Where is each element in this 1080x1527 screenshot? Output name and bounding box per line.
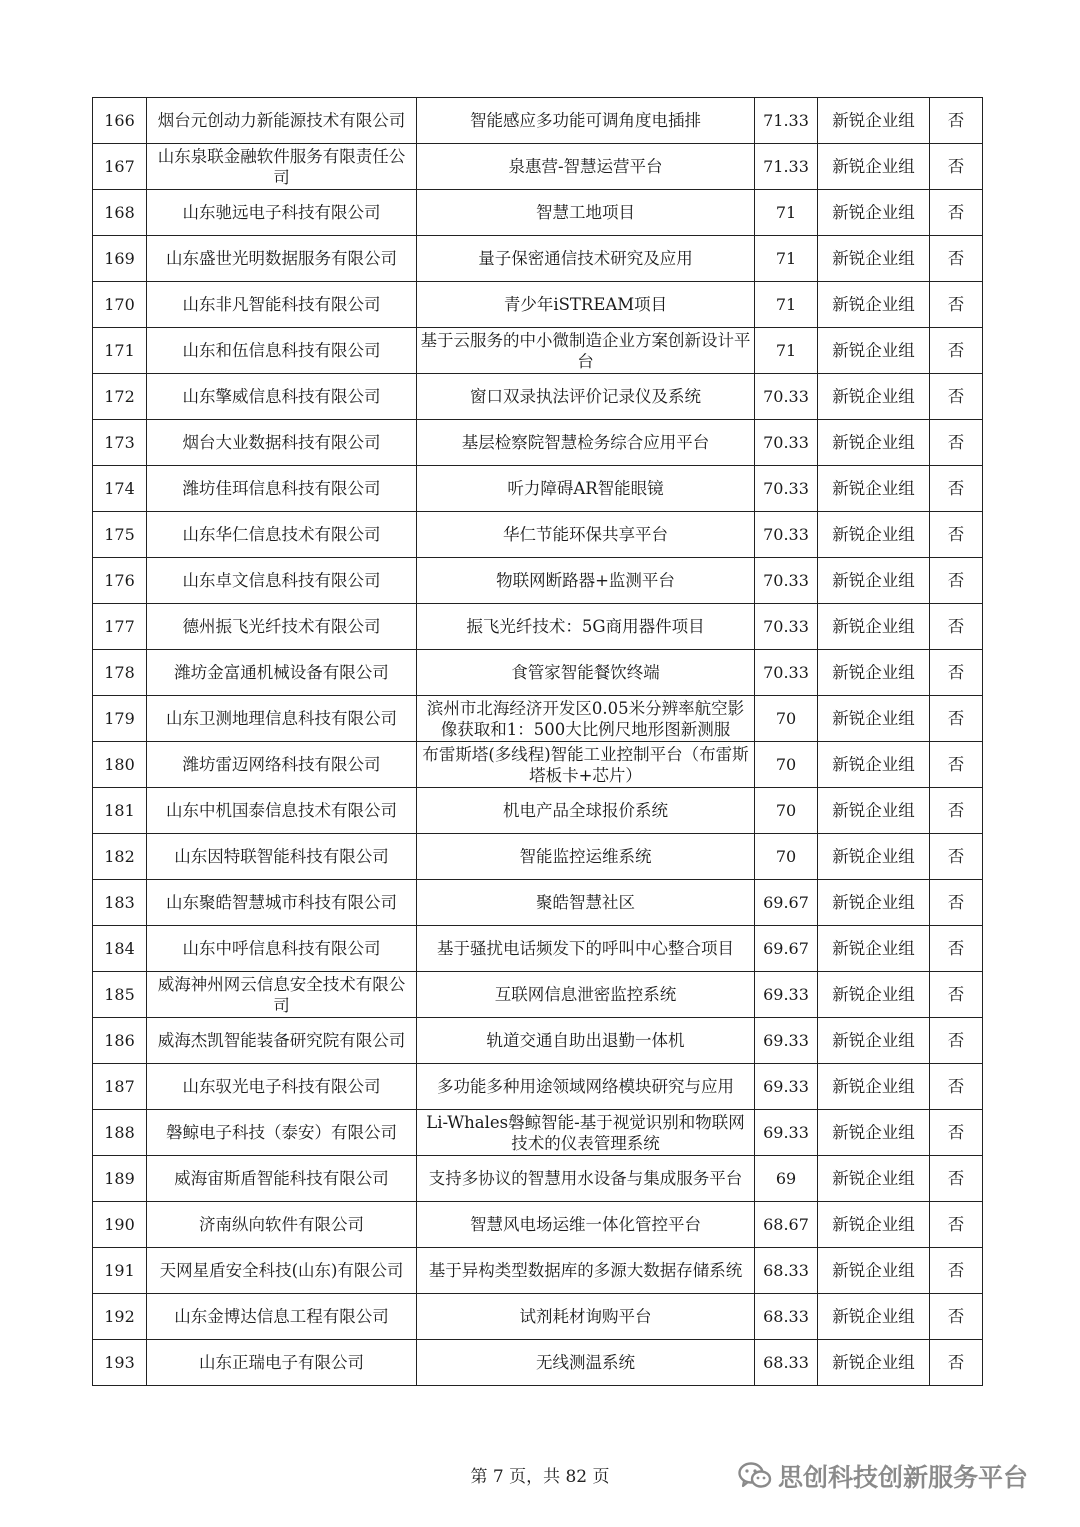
- table-row: [93, 558, 983, 604]
- company-name-cell: 山东因特联智能科技有限公司: [147, 834, 417, 880]
- project-name-cell: 青少年iSTREAM项目: [417, 282, 755, 328]
- company-name-cell: 山东卫测地理信息科技有限公司: [147, 696, 417, 742]
- table-row: [93, 98, 983, 144]
- company-name-cell: 山东金博达信息工程有限公司: [147, 1294, 417, 1340]
- row-number-cell: 189: [93, 1156, 147, 1202]
- company-name-cell: 潍坊金富通机械设备有限公司: [147, 650, 417, 696]
- group-name-cell: 新锐企业组: [818, 972, 930, 1018]
- score-cell: 69: [755, 1156, 818, 1202]
- score-cell: 70.33: [755, 604, 818, 650]
- company-name-cell: 山东华仁信息技术有限公司: [147, 512, 417, 558]
- score-cell: 69.33: [755, 1018, 818, 1064]
- row-number-cell: 176: [93, 558, 147, 604]
- row-number-cell: 172: [93, 374, 147, 420]
- flag-value-cell: 否: [930, 374, 983, 420]
- row-number-cell: 171: [93, 328, 147, 374]
- score-cell: 71: [755, 328, 818, 374]
- score-cell: 70.33: [755, 512, 818, 558]
- row-number-cell: 188: [93, 1110, 147, 1156]
- row-number-cell: 174: [93, 466, 147, 512]
- group-name-cell: 新锐企业组: [818, 742, 930, 788]
- project-name-cell: 机电产品全球报价系统: [417, 788, 755, 834]
- company-name-cell: 威海杰凯智能装备研究院有限公司: [147, 1018, 417, 1064]
- table-row: [93, 420, 983, 466]
- table-row: [93, 1340, 983, 1386]
- company-name-cell: 山东盛世光明数据服务有限公司: [147, 236, 417, 282]
- score-cell: 70: [755, 696, 818, 742]
- group-name-cell: 新锐企业组: [818, 650, 930, 696]
- company-name-cell: 山东泉联金融软件服务有限责任公司: [147, 144, 417, 190]
- flag-value-cell: 否: [930, 1064, 983, 1110]
- project-name-cell: 泉惠营-智慧运营平台: [417, 144, 755, 190]
- score-cell: 70.33: [755, 558, 818, 604]
- group-name-cell: 新锐企业组: [818, 328, 930, 374]
- flag-value-cell: 否: [930, 1156, 983, 1202]
- group-name-cell: 新锐企业组: [818, 1156, 930, 1202]
- row-number-cell: 192: [93, 1294, 147, 1340]
- flag-value-cell: 否: [930, 420, 983, 466]
- group-name-cell: 新锐企业组: [818, 1064, 930, 1110]
- flag-value-cell: 否: [930, 788, 983, 834]
- table-row: [93, 1064, 983, 1110]
- project-name-cell: 智能感应多功能可调角度电插排: [417, 98, 755, 144]
- project-name-cell: 窗口双录执法评价记录仪及系统: [417, 374, 755, 420]
- project-name-cell: 无线测温系统: [417, 1340, 755, 1386]
- company-name-cell: 天网星盾安全科技(山东)有限公司: [147, 1248, 417, 1294]
- company-name-cell: 威海宙斯盾智能科技有限公司: [147, 1156, 417, 1202]
- score-cell: 70.33: [755, 374, 818, 420]
- score-cell: 68.67: [755, 1202, 818, 1248]
- score-cell: 69.33: [755, 972, 818, 1018]
- project-name-cell: 聚皓智慧社区: [417, 880, 755, 926]
- table-row: [93, 512, 983, 558]
- score-cell: 70: [755, 742, 818, 788]
- table-row: [93, 1248, 983, 1294]
- row-number-cell: 190: [93, 1202, 147, 1248]
- company-name-cell: 潍坊雷迈网络科技有限公司: [147, 742, 417, 788]
- row-number-cell: 170: [93, 282, 147, 328]
- group-name-cell: 新锐企业组: [818, 512, 930, 558]
- group-name-cell: 新锐企业组: [818, 190, 930, 236]
- project-name-cell: 互联网信息泄密监控系统: [417, 972, 755, 1018]
- row-number-cell: 173: [93, 420, 147, 466]
- flag-value-cell: 否: [930, 742, 983, 788]
- score-cell: 68.33: [755, 1294, 818, 1340]
- project-name-cell: 轨道交通自助出退勤一体机: [417, 1018, 755, 1064]
- score-cell: 70: [755, 834, 818, 880]
- project-name-cell: 基于骚扰电话频发下的呼叫中心整合项目: [417, 926, 755, 972]
- group-name-cell: 新锐企业组: [818, 1248, 930, 1294]
- company-name-cell: 烟台大业数据科技有限公司: [147, 420, 417, 466]
- row-number-cell: 179: [93, 696, 147, 742]
- group-name-cell: 新锐企业组: [818, 420, 930, 466]
- company-name-cell: 济南纵向软件有限公司: [147, 1202, 417, 1248]
- group-name-cell: 新锐企业组: [818, 880, 930, 926]
- company-name-cell: 山东非凡智能科技有限公司: [147, 282, 417, 328]
- project-name-cell: 多功能多种用途领域网络模块研究与应用: [417, 1064, 755, 1110]
- row-number-cell: 181: [93, 788, 147, 834]
- table-row: [93, 1294, 983, 1340]
- project-name-cell: 量子保密通信技术研究及应用: [417, 236, 755, 282]
- table-row: [93, 236, 983, 282]
- row-number-cell: 178: [93, 650, 147, 696]
- table-row: [93, 742, 983, 788]
- table-row: [93, 1202, 983, 1248]
- flag-value-cell: 否: [930, 466, 983, 512]
- group-name-cell: 新锐企业组: [818, 98, 930, 144]
- flag-value-cell: 否: [930, 696, 983, 742]
- flag-value-cell: 否: [930, 558, 983, 604]
- flag-value-cell: 否: [930, 650, 983, 696]
- row-number-cell: 184: [93, 926, 147, 972]
- table-row: [93, 282, 983, 328]
- table-row: [93, 374, 983, 420]
- flag-value-cell: 否: [930, 880, 983, 926]
- project-name-cell: Li-Whales磐鲸智能-基于视觉识别和物联网技术的仪表管理系统: [417, 1110, 755, 1156]
- company-name-cell: 山东驭光电子科技有限公司: [147, 1064, 417, 1110]
- project-name-cell: 布雷斯塔(多线程)智能工业控制平台（布雷斯塔板卡+芯片）: [417, 742, 755, 788]
- group-name-cell: 新锐企业组: [818, 558, 930, 604]
- wechat-icon: [738, 1461, 772, 1491]
- table-row: [93, 328, 983, 374]
- project-name-cell: 试剂耗材询购平台: [417, 1294, 755, 1340]
- row-number-cell: 187: [93, 1064, 147, 1110]
- group-name-cell: 新锐企业组: [818, 696, 930, 742]
- score-cell: 71.33: [755, 98, 818, 144]
- score-cell: 69.33: [755, 1064, 818, 1110]
- project-name-cell: 振飞光纤技术：5G商用器件项目: [417, 604, 755, 650]
- group-name-cell: 新锐企业组: [818, 1110, 930, 1156]
- table-row: [93, 788, 983, 834]
- group-name-cell: 新锐企业组: [818, 834, 930, 880]
- table-row: [93, 1018, 983, 1064]
- company-name-cell: 山东擎威信息科技有限公司: [147, 374, 417, 420]
- flag-value-cell: 否: [930, 98, 983, 144]
- flag-value-cell: 否: [930, 1018, 983, 1064]
- project-name-cell: 物联网断路器+监测平台: [417, 558, 755, 604]
- company-name-cell: 山东中呼信息科技有限公司: [147, 926, 417, 972]
- flag-value-cell: 否: [930, 604, 983, 650]
- group-name-cell: 新锐企业组: [818, 1294, 930, 1340]
- company-name-cell: 烟台元创动力新能源技术有限公司: [147, 98, 417, 144]
- group-name-cell: 新锐企业组: [818, 788, 930, 834]
- table-row: [93, 1110, 983, 1156]
- row-number-cell: 168: [93, 190, 147, 236]
- table-row: [93, 466, 983, 512]
- project-name-cell: 智慧工地项目: [417, 190, 755, 236]
- row-number-cell: 186: [93, 1018, 147, 1064]
- flag-value-cell: 否: [930, 144, 983, 190]
- project-name-cell: 支持多协议的智慧用水设备与集成服务平台: [417, 1156, 755, 1202]
- row-number-cell: 182: [93, 834, 147, 880]
- project-name-cell: 智能监控运维系统: [417, 834, 755, 880]
- company-name-cell: 山东驰远电子科技有限公司: [147, 190, 417, 236]
- company-name-cell: 山东卓文信息科技有限公司: [147, 558, 417, 604]
- row-number-cell: 169: [93, 236, 147, 282]
- table-row: [93, 696, 983, 742]
- score-cell: 71.33: [755, 144, 818, 190]
- flag-value-cell: 否: [930, 1248, 983, 1294]
- flag-value-cell: 否: [930, 190, 983, 236]
- table-row: [93, 1156, 983, 1202]
- row-number-cell: 177: [93, 604, 147, 650]
- group-name-cell: 新锐企业组: [818, 926, 930, 972]
- table-row: [93, 834, 983, 880]
- row-number-cell: 175: [93, 512, 147, 558]
- group-name-cell: 新锐企业组: [818, 374, 930, 420]
- project-name-cell: 基于异构类型数据库的多源大数据存储系统: [417, 1248, 755, 1294]
- group-name-cell: 新锐企业组: [818, 466, 930, 512]
- table-row: [93, 604, 983, 650]
- score-cell: 70.33: [755, 466, 818, 512]
- row-number-cell: 191: [93, 1248, 147, 1294]
- company-name-cell: 潍坊佳珥信息科技有限公司: [147, 466, 417, 512]
- watermark-text: 思创科技创新服务平台: [778, 1463, 1029, 1492]
- score-cell: 70.33: [755, 650, 818, 696]
- score-cell: 68.33: [755, 1248, 818, 1294]
- flag-value-cell: 否: [930, 282, 983, 328]
- group-name-cell: 新锐企业组: [818, 1018, 930, 1064]
- flag-value-cell: 否: [930, 236, 983, 282]
- project-name-cell: 智慧风电场运维一体化管控平台: [417, 1202, 755, 1248]
- flag-value-cell: 否: [930, 972, 983, 1018]
- table-body: [93, 98, 983, 1386]
- project-name-cell: 滨州市北海经济开发区0.05米分辨率航空影像获取和1：500大比例尺地形图新测服: [417, 696, 755, 742]
- row-number-cell: 180: [93, 742, 147, 788]
- flag-value-cell: 否: [930, 1340, 983, 1386]
- results-table: [92, 97, 983, 1386]
- table-row: [93, 972, 983, 1018]
- row-number-cell: 185: [93, 972, 147, 1018]
- score-cell: 70: [755, 788, 818, 834]
- score-cell: 71: [755, 282, 818, 328]
- project-name-cell: 基于云服务的中小微制造企业方案创新设计平台: [417, 328, 755, 374]
- table-row: [93, 880, 983, 926]
- row-number-cell: 193: [93, 1340, 147, 1386]
- score-cell: 69.67: [755, 926, 818, 972]
- group-name-cell: 新锐企业组: [818, 604, 930, 650]
- score-cell: 68.33: [755, 1340, 818, 1386]
- company-name-cell: 山东和伍信息科技有限公司: [147, 328, 417, 374]
- score-cell: 69.67: [755, 880, 818, 926]
- row-number-cell: 166: [93, 98, 147, 144]
- group-name-cell: 新锐企业组: [818, 236, 930, 282]
- group-name-cell: 新锐企业组: [818, 1202, 930, 1248]
- watermark: [738, 1458, 1028, 1494]
- flag-value-cell: 否: [930, 328, 983, 374]
- company-name-cell: 德州振飞光纤技术有限公司: [147, 604, 417, 650]
- flag-value-cell: 否: [930, 512, 983, 558]
- company-name-cell: 山东正瑞电子有限公司: [147, 1340, 417, 1386]
- score-cell: 71: [755, 236, 818, 282]
- company-name-cell: 威海神州网云信息安全技术有限公司: [147, 972, 417, 1018]
- company-name-cell: 山东中机国泰信息技术有限公司: [147, 788, 417, 834]
- row-number-cell: 167: [93, 144, 147, 190]
- company-name-cell: 山东聚皓智慧城市科技有限公司: [147, 880, 417, 926]
- score-cell: 69.33: [755, 1110, 818, 1156]
- score-cell: 70.33: [755, 420, 818, 466]
- flag-value-cell: 否: [930, 1294, 983, 1340]
- table-row: [93, 190, 983, 236]
- table-row: [93, 926, 983, 972]
- table-row: [93, 144, 983, 190]
- flag-value-cell: 否: [930, 926, 983, 972]
- project-name-cell: 基层检察院智慧检务综合应用平台: [417, 420, 755, 466]
- table-row: [93, 650, 983, 696]
- project-name-cell: 华仁节能环保共享平台: [417, 512, 755, 558]
- page-number: 第 7 页，共 82 页: [470, 1467, 610, 1487]
- company-name-cell: 磐鲸电子科技（泰安）有限公司: [147, 1110, 417, 1156]
- flag-value-cell: 否: [930, 1110, 983, 1156]
- score-cell: 71: [755, 190, 818, 236]
- flag-value-cell: 否: [930, 1202, 983, 1248]
- project-name-cell: 听力障碍AR智能眼镜: [417, 466, 755, 512]
- flag-value-cell: 否: [930, 834, 983, 880]
- project-name-cell: 食管家智能餐饮终端: [417, 650, 755, 696]
- group-name-cell: 新锐企业组: [818, 1340, 930, 1386]
- row-number-cell: 183: [93, 880, 147, 926]
- group-name-cell: 新锐企业组: [818, 282, 930, 328]
- group-name-cell: 新锐企业组: [818, 144, 930, 190]
